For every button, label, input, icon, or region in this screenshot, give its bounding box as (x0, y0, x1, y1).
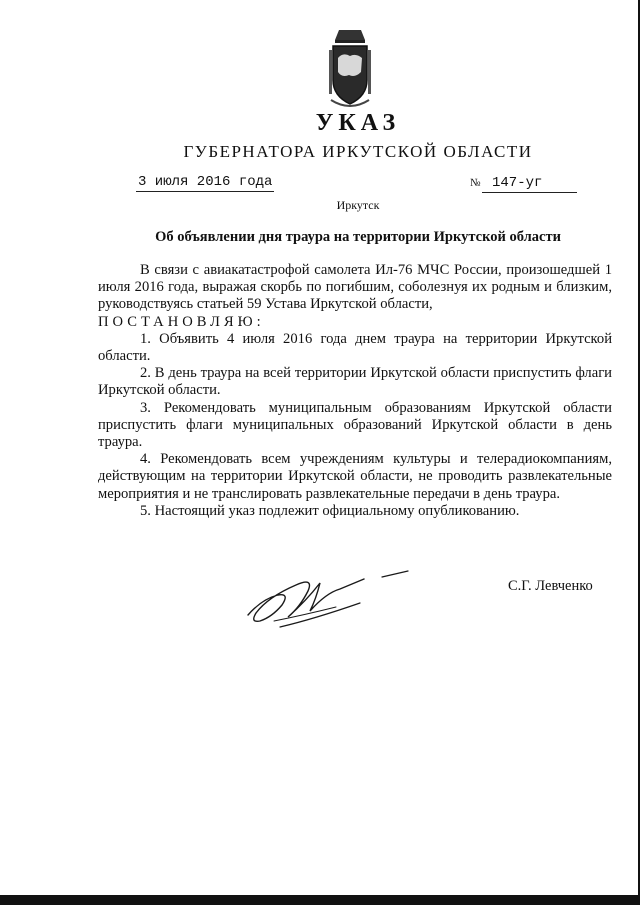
decree-item-4: 4. Рекомендовать всем учреждениям культуры и телерадиокомпаниям, действующим на территории Иркутской области, не проводить развлекательные мероприятия и не транслировать развлекательные передачи в день траура. (98, 451, 612, 502)
scan-edge-bottom (0, 895, 640, 905)
number-sign: № (470, 177, 481, 189)
document-body (98, 262, 612, 520)
decree-item-3: 3. Рекомендовать муниципальным образованиям Иркутской области приспустить флаги муниципальных образований Иркутской области в день траура. (98, 399, 612, 451)
document-number: 147-уг (482, 174, 577, 193)
resolve-heading: ПОСТАНОВЛЯЮ: (98, 313, 265, 330)
signer-name: С.Г. Левченко (508, 578, 593, 594)
intro-paragraph: В связи с авиакатастрофой самолета Ил-76 МЧС России, произошедшей 1 июля 2016 года, выражая скорбь по погибшим, соболезнуя их родным и близким, руководствуясь статьей 59 Устава Иркутской области, (98, 262, 612, 313)
coat-of-arms-icon (325, 28, 375, 110)
document-city: Иркутск (336, 198, 380, 212)
document-date: 3 июля 2016 года (138, 174, 273, 190)
document-subject: Об объявлении дня траура на территории Иркутской области (155, 229, 561, 245)
handwritten-signature (244, 567, 414, 635)
document-subtitle: ГУБЕРНАТОРА ИРКУТСКОЙ ОБЛАСТИ (183, 142, 533, 161)
document-number-field (470, 173, 577, 193)
decree-item-1: 1. Объявить 4 июля 2016 года днем траура на территории Иркутской области. (98, 330, 612, 365)
decree-item-2: 2. В день траура на всей территории Иркутской области приспустить флаги Иркутской области. (98, 365, 612, 399)
document-title: УКАЗ (315, 110, 401, 136)
decree-item-5: 5. Настоящий указ подлежит официальному опубликованию. (140, 502, 520, 519)
